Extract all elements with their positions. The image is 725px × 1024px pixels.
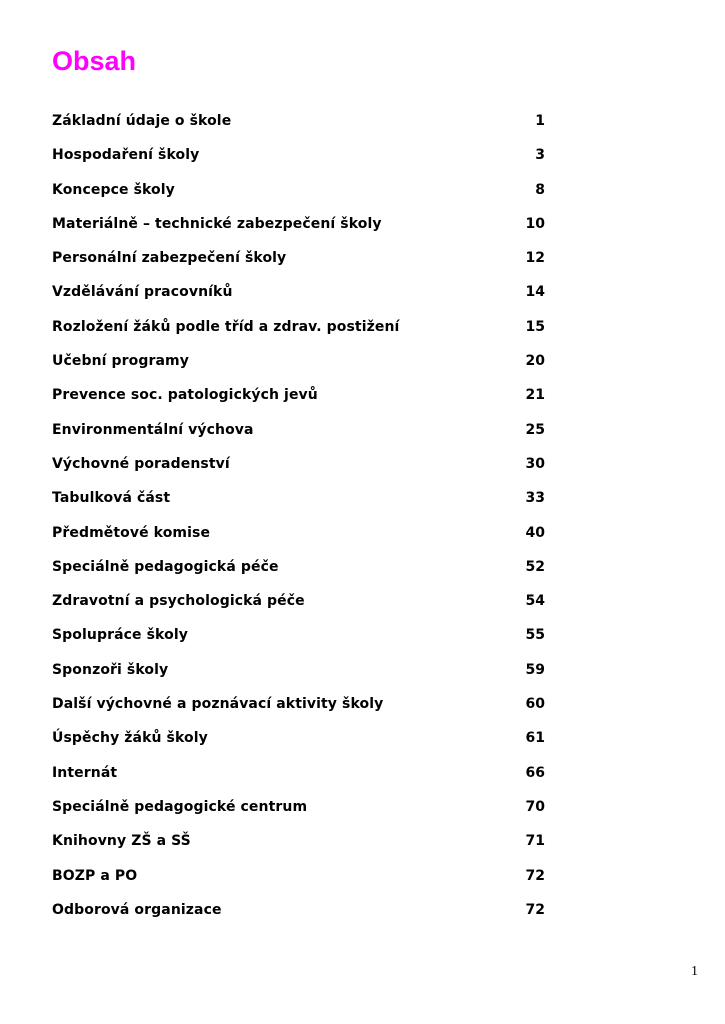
toc-entry-page: 8 (535, 181, 545, 198)
toc-entry[interactable] (52, 447, 552, 481)
toc-entry-page: 1 (535, 113, 545, 129)
toc-entry-label: Předmětové komise (52, 524, 211, 541)
toc-entry-page: 72 (525, 867, 545, 884)
toc-entry-label: Hospodaření školy (52, 147, 200, 164)
toc-entry-label: Úspěchy žáků školy (52, 730, 208, 747)
toc-entry-page: 70 (525, 798, 545, 815)
toc-entry-label: Rozložení žáků podle tříd a zdrav. postižení (52, 318, 400, 335)
toc-entry[interactable] (52, 241, 552, 275)
toc-entry-label: Materiálně – technické zabezpečení školy (52, 215, 382, 232)
page-title: Obsah (52, 46, 137, 76)
toc-entry-page: 52 (525, 558, 545, 575)
toc-entry-label: Výchovné poradenství (52, 455, 230, 472)
toc-entry-label: Učební programy (52, 353, 189, 370)
toc-entry-page: 3 (535, 147, 545, 164)
toc-entry[interactable] (52, 104, 552, 138)
toc-entry-page: 10 (525, 215, 545, 232)
toc-entry-label: Personální zabezpečení školy (52, 250, 287, 267)
toc-entry[interactable] (52, 618, 552, 652)
toc-entry-label: Základní údaje o škole (52, 113, 232, 129)
toc-entry[interactable] (52, 790, 552, 824)
toc-entry-page: 72 (525, 901, 545, 918)
toc-entry-label: Odborová organizace (52, 901, 222, 918)
toc-entry-page: 12 (525, 250, 545, 267)
toc-entry-page: 14 (525, 284, 545, 301)
toc-entry-label: Speciálně pedagogická péče (52, 558, 279, 575)
page-number: 1 (691, 964, 698, 979)
toc-entry-page: 66 (525, 764, 545, 781)
toc-entry-label: Další výchovné a poznávací aktivity školy (52, 696, 384, 713)
toc-entry-label: Zdravotní a psychologická péče (52, 593, 305, 610)
toc-entry-page: 54 (525, 593, 545, 610)
toc-entry[interactable] (52, 893, 552, 927)
toc-entry[interactable] (52, 756, 552, 790)
toc-entry-page: 59 (525, 661, 545, 678)
toc-entry-label: Spolupráce školy (52, 627, 188, 644)
toc-entry[interactable] (52, 207, 552, 241)
toc-entry[interactable] (52, 721, 552, 755)
toc-entry[interactable] (52, 481, 552, 515)
toc-entry-page: 40 (525, 524, 545, 541)
toc-entry-label: Prevence soc. patologických jevů (52, 387, 318, 404)
table-of-contents (52, 104, 552, 927)
toc-entry-page: 30 (525, 455, 545, 472)
toc-entry[interactable] (52, 859, 552, 893)
toc-entry-label: Vzdělávání pracovníků (52, 284, 233, 301)
toc-entry-label: Internát (52, 764, 118, 781)
toc-entry-label: Speciálně pedagogické centrum (52, 798, 308, 815)
toc-entry[interactable] (52, 310, 552, 344)
toc-entry[interactable] (52, 173, 552, 207)
toc-entry-page: 15 (525, 318, 545, 335)
toc-entry-label: Knihovny ZŠ a SŠ (52, 833, 191, 850)
toc-entry[interactable] (52, 275, 552, 309)
toc-entry-page: 71 (525, 833, 545, 850)
toc-entry[interactable] (52, 687, 552, 721)
toc-entry-label: Environmentální výchova (52, 421, 254, 438)
toc-entry[interactable] (52, 516, 552, 550)
toc-entry-page: 61 (525, 730, 545, 747)
toc-entry[interactable] (52, 653, 552, 687)
toc-entry[interactable] (52, 584, 552, 618)
toc-entry-page: 55 (525, 627, 545, 644)
toc-entry-label: Sponzoři školy (52, 661, 169, 678)
toc-entry-label: Tabulková část (52, 490, 171, 507)
toc-entry[interactable] (52, 344, 552, 378)
toc-entry-label: Koncepce školy (52, 181, 175, 198)
toc-entry[interactable] (52, 378, 552, 412)
toc-entry[interactable] (52, 824, 552, 858)
toc-entry-page: 20 (525, 353, 545, 370)
toc-entry[interactable] (52, 138, 552, 172)
toc-entry-page: 25 (525, 421, 545, 438)
toc-entry-page: 21 (525, 387, 545, 404)
toc-entry[interactable] (52, 413, 552, 447)
toc-entry-page: 60 (525, 696, 545, 713)
toc-entry-label: BOZP a PO (52, 867, 138, 884)
toc-entry[interactable] (52, 550, 552, 584)
toc-entry-page: 33 (525, 490, 545, 507)
